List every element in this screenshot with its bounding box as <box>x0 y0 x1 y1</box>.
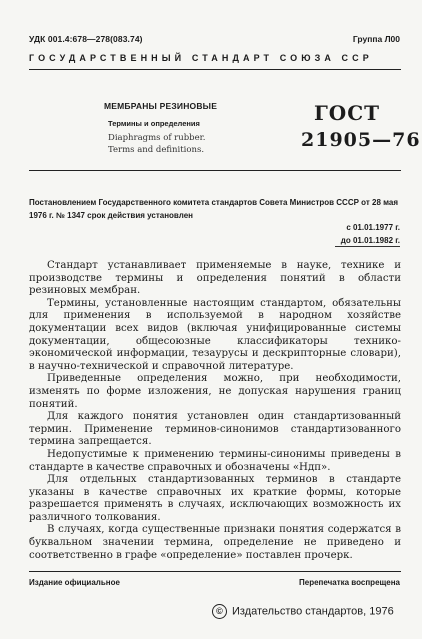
publisher-line <box>212 604 394 619</box>
title-en-line-1: Diaphragms of rubber. <box>108 133 206 143</box>
document-subtitle-ru: Термины и определения <box>108 119 200 128</box>
gost-number: 21905—76 <box>301 129 421 151</box>
header-divider <box>29 69 401 70</box>
official-edition-label: Издание официальное <box>29 578 120 587</box>
footer-divider <box>29 571 401 572</box>
document-title-en <box>108 132 205 156</box>
reprint-prohibited-label: Перепечатка воспрещена <box>299 578 400 587</box>
title-divider <box>29 170 401 171</box>
paragraph: Для отдельных стандартизованных терминов в стандарте указаны в качестве справочных их краткие формы, которые разрешается применять в случаях, исключающих возможность их различного толкования. <box>29 474 401 523</box>
standard-header: ГОСУДАРСТВЕННЫЙ СТАНДАРТ СОЮЗА ССР <box>29 53 373 63</box>
paragraph: Стандарт устанавливает применяемые в науке, технике и производстве термины и определения понятий в области резиновых мембран. <box>29 260 401 297</box>
publisher-text: Издательство стандартов, 1976 <box>232 605 394 618</box>
copyright-icon: © <box>212 604 227 619</box>
valid-to-date: до 01.01.1982 г. <box>340 236 400 245</box>
udk-code: УДК 001.4:678—278(083.74) <box>29 34 143 44</box>
group-code: Группа Л00 <box>352 34 400 44</box>
date-underline <box>335 246 400 247</box>
paragraph: В случаях, когда существенные признаки понятия содержатся в буквальном значении термина, определение не приведено и соответственно в графе «определение» поставлен прочерк. <box>29 524 401 561</box>
paragraph: Для каждого понятия установлен один стандартизованный термин. Применение терминов-синонимов стандартизованного термина запрещается. <box>29 411 401 448</box>
paragraph: Приведенные определения можно, при необходимости, изменять по форме изложения, не допуская нарушения границ понятий. <box>29 373 401 410</box>
title-en-line-2: Terms and definitions. <box>108 145 205 155</box>
paragraph: Термины, установленные настоящим стандартом, обязательны для применения в используемой в народном хозяйстве документации всех видов (включая унифицированные системы документации, общесоюзные классификаторы технико-экономической информации, тезаурусы и дескрипторные словари), в научно-технической и справочной литературе. <box>29 297 401 372</box>
body-text <box>29 260 401 562</box>
paragraph: Недопустимые к применению термины-синонимы приведены в стандарте в качестве справочных и обозначены «Ндп». <box>29 448 401 473</box>
decree-text: Постановлением Государственного комитета стандартов Совета Министров СССР от 28 мая 1976 г. № 1347 срок действия установлен <box>29 198 399 220</box>
valid-from-date: с 01.01.1977 г. <box>346 223 400 232</box>
document-title-ru: МЕМБРАНЫ РЕЗИНОВЫЕ <box>104 101 218 111</box>
gost-label: ГОСТ <box>314 101 381 125</box>
